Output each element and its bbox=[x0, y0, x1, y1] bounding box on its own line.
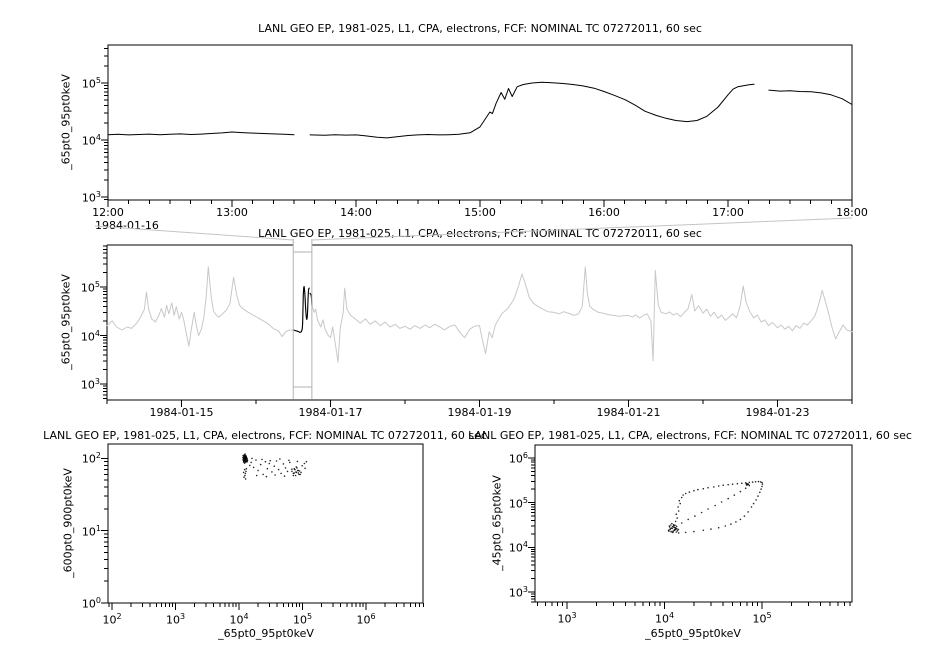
x-tick-label: 14:00 bbox=[340, 206, 372, 219]
y-tick-label: $10^3$ bbox=[80, 377, 100, 392]
y-tick-label: $10^2$ bbox=[81, 451, 101, 467]
x-tick-label: $10^3$ bbox=[557, 611, 577, 626]
x-axis-label: _65pt0_95pt0keV bbox=[218, 627, 314, 640]
y-tick-label: $10^4$ bbox=[508, 540, 528, 555]
x-tick-label: 1984-01-21 bbox=[596, 406, 661, 419]
x-tick-label: 12:00 bbox=[92, 206, 124, 219]
x-axis-label: _65pt0_95pt0keV bbox=[645, 627, 741, 640]
y-tick-label: $10^4$ bbox=[80, 328, 100, 344]
x-tick-label: 18:00 bbox=[836, 206, 868, 219]
panel-title: LANL GEO EP, 1981-025, L1, CPA, electrons, FCF: NOMINAL TC 07272011, 60 sec bbox=[43, 429, 487, 442]
y-tick-label: $10^3$ bbox=[81, 190, 101, 205]
x-tick-label: 1984-01-19 bbox=[447, 406, 512, 419]
x-tick-label: $10^4$ bbox=[654, 611, 675, 626]
y-tick-label: $10^0$ bbox=[81, 596, 101, 611]
x-tick-label: 1984-01-15 bbox=[149, 406, 214, 419]
panel-title: LANL GEO EP, 1981-025, L1, CPA, electrons, FCF: NOMINAL TC 07272011, 60 sec bbox=[258, 227, 702, 240]
x-tick-label: $10^3$ bbox=[165, 612, 186, 627]
y-axis-label: _65pt0_95pt0keV bbox=[59, 74, 73, 170]
y-tick-label: $10^5$ bbox=[81, 76, 101, 91]
x-tick-label: 16:00 bbox=[588, 206, 620, 219]
x-tick-label: 13:00 bbox=[216, 206, 248, 219]
x-tick-label: 1984-01-23 bbox=[745, 406, 810, 419]
x-tick-label: $10^5$ bbox=[292, 612, 313, 627]
x-tick-label: $10^5$ bbox=[752, 611, 772, 626]
panel-title: LANL GEO EP, 1981-025, L1, CPA, electrons, FCF: NOMINAL TC 07272011, 60 sec bbox=[468, 429, 912, 442]
y-tick-label: $10^5$ bbox=[508, 495, 528, 511]
x-tick-label: $10^4$ bbox=[229, 612, 249, 627]
panel-title: LANL GEO EP, 1981-025, L1, CPA, electrons, FCF: NOMINAL TC 07272011, 60 sec bbox=[258, 22, 702, 35]
x-tick-label: 17:00 bbox=[712, 206, 744, 219]
y-tick-label: $10^3$ bbox=[508, 585, 528, 600]
x-tick-label: $10^2$ bbox=[102, 612, 122, 627]
y-axis-label: _65pt0_95pt0keV bbox=[59, 274, 73, 370]
y-tick-label: $10^1$ bbox=[81, 523, 101, 539]
y-tick-label: $10^6$ bbox=[508, 450, 528, 466]
x-tick-label: 1984-01-17 bbox=[298, 406, 363, 419]
y-axis-label: _45pt0_65pt0keV bbox=[490, 475, 504, 571]
y-tick-label: $10^4$ bbox=[81, 133, 101, 148]
x-axis-date-label: 1984-01-16 bbox=[95, 219, 159, 232]
x-tick-label: 15:00 bbox=[464, 206, 496, 219]
y-tick-label: $10^5$ bbox=[80, 280, 100, 295]
x-tick-label: $10^6$ bbox=[356, 612, 376, 627]
y-axis-label: _600pt0_900pt0keV bbox=[61, 468, 75, 578]
